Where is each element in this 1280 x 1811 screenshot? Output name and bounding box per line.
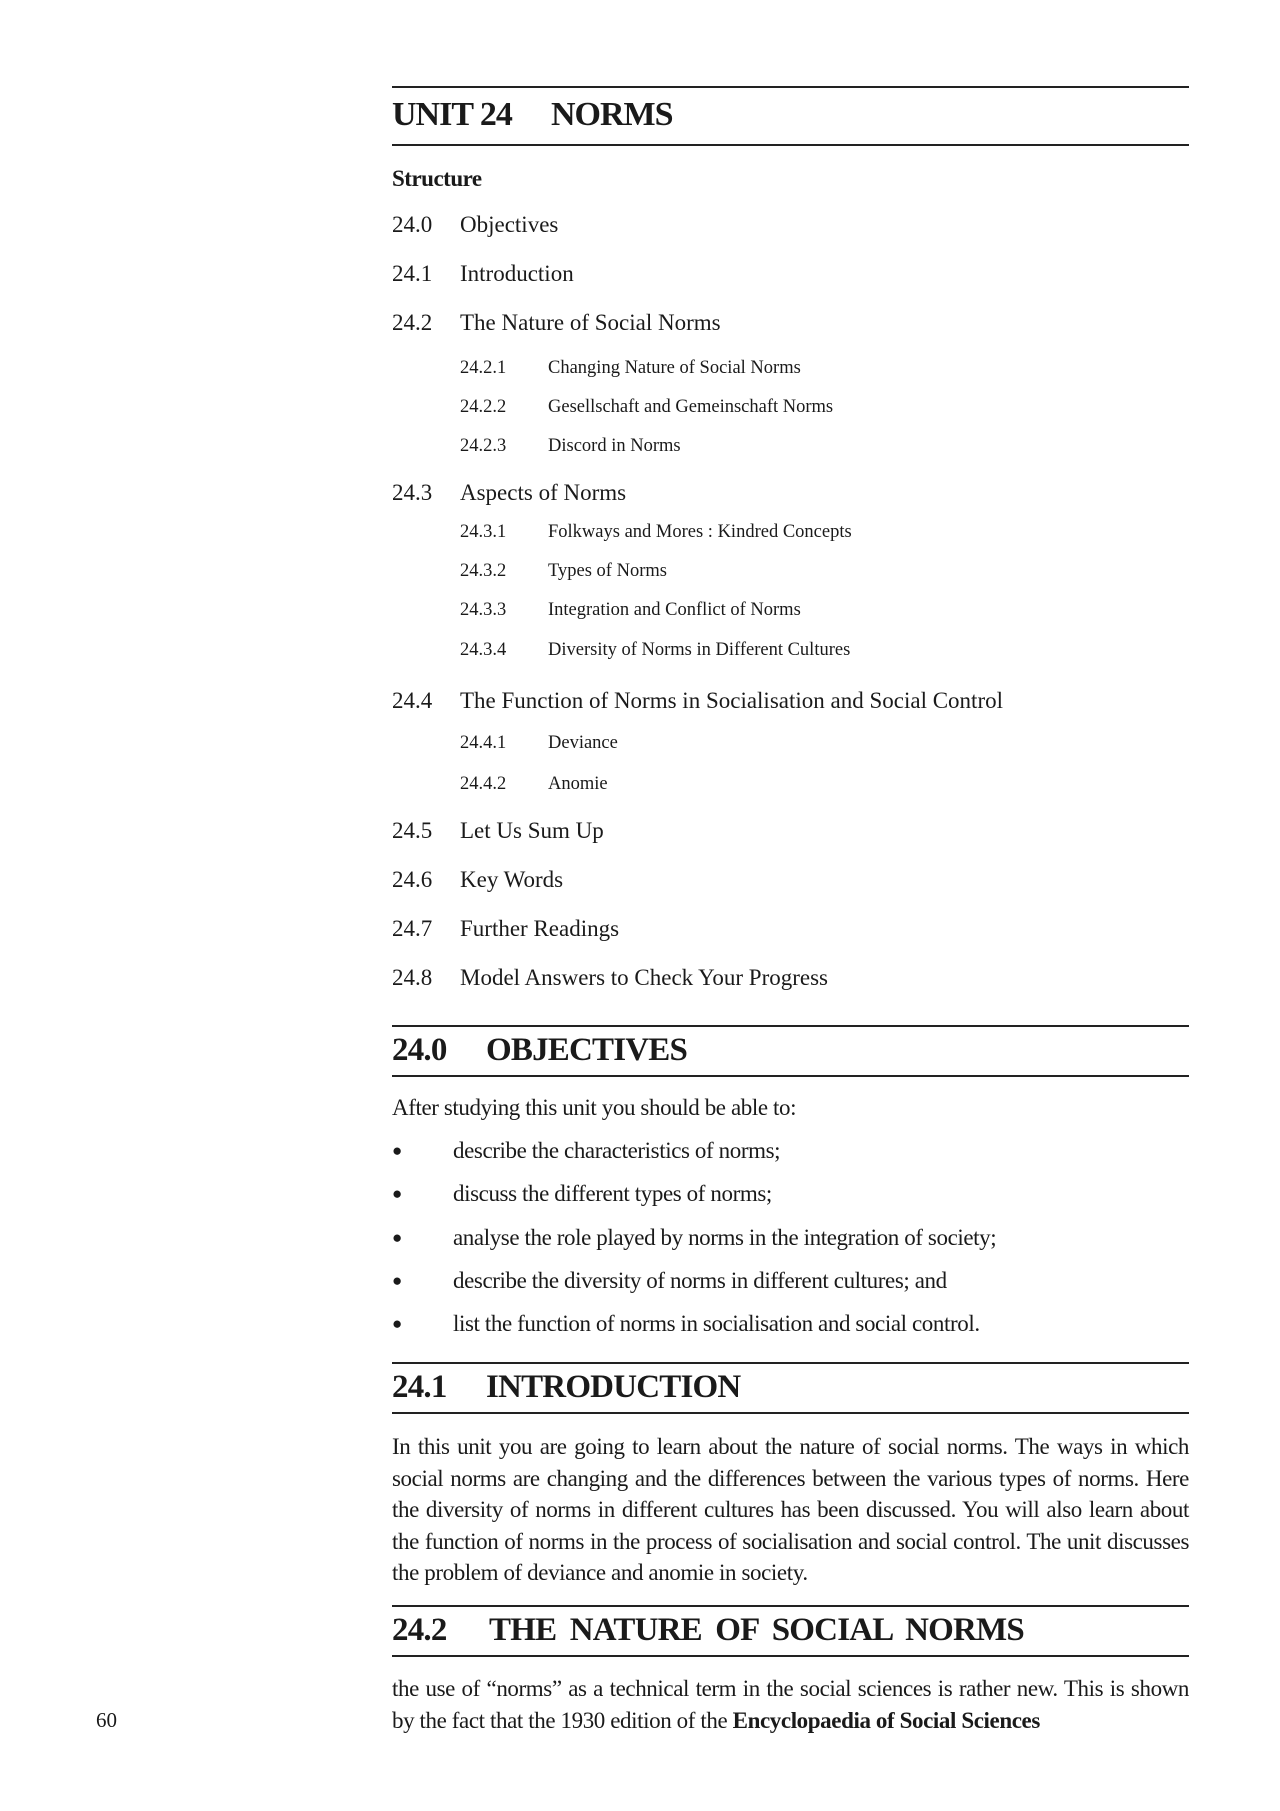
nature-heading [392,1612,1024,1649]
toc-number: 24.2.1 [460,358,507,378]
introduction-heading [392,1369,740,1406]
toc-number: 24.7 [392,916,433,941]
section-number: 24.1 [392,1369,447,1405]
toc-label: Types of Norms [548,561,667,581]
objectives-top-rule [392,1025,1189,1027]
bullet-icon: ● [392,1184,402,1203]
bullet-icon: ● [392,1271,402,1290]
toc-item [392,965,1189,991]
section-number: 24.2 [392,1612,447,1648]
toc-number: 24.2.2 [460,397,507,417]
toc-label: Introduction [460,261,574,286]
book-title: Encyclopaedia of Social Sciences [732,1707,1040,1733]
toc-label: Further Readings [460,916,620,941]
toc-item [392,212,1189,238]
unit-title-underline [392,144,1189,146]
toc-number: 24.2 [392,310,433,335]
toc-number: 24.0 [392,212,433,237]
introduction-paragraph: In this unit you are going to learn about the nature of social norms. The ways in which social norms are changing and the differences between the various types of norms. Here the diversity of norms in different cultures has been discussed. You will also learn about the function of norms in the process of socialisation and social control. The unit discusses the problem of deviance and anomie in society. [392,1434,1189,1585]
toc-subitem [460,600,1257,621]
toc-item [392,688,1189,714]
toc-label: Let Us Sum Up [460,818,604,843]
toc-label: Integration and Conflict of Norms [548,600,801,620]
unit-name: NORMS [551,96,673,133]
unit-number: UNIT 24 [392,96,512,133]
list-item [392,1181,1189,1207]
section-title: OBJECTIVES [486,1032,688,1068]
toc-label: The Nature of Social Norms [460,310,721,335]
toc-label: Folkways and Mores : Kindred Concepts [548,522,852,542]
toc-subitem [460,522,1257,543]
objectives-bottom-rule [392,1075,1189,1077]
toc-number: 24.4.2 [460,774,507,794]
toc-label: Deviance [548,733,618,753]
toc-label: Changing Nature of Social Norms [548,358,801,378]
bullet-icon: ● [392,1314,402,1333]
toc-subitem [460,358,1257,379]
toc-label: Gesellschaft and Gemeinschaft Norms [548,397,834,417]
bullet-icon: ● [392,1228,402,1247]
toc-number: 24.3 [392,480,433,505]
toc-subitem [460,561,1257,582]
toc-number: 24.5 [392,818,433,843]
page-number: 60 [96,1708,117,1732]
toc-subitem [460,640,1257,661]
list-item [392,1268,1189,1294]
section-title: THE NATURE OF SOCIAL NORMS [489,1612,1024,1648]
list-item-text: list the function of norms in socialisation and social control. [453,1311,980,1336]
nature-paragraph [392,1673,1189,1736]
toc-item [392,261,1189,287]
list-item [392,1138,1189,1164]
bullet-icon: ● [392,1141,402,1160]
list-item-text: analyse the role played by norms in the integration of society; [453,1225,997,1250]
list-item-text: discuss the different types of norms; [453,1181,772,1206]
nature-bottom-rule [392,1655,1189,1657]
paragraph-text: the use of “norms” as a technical term in the social sciences is rather new. This is shown by the fact that the 1930 edition of the [392,1676,1189,1733]
toc-number: 24.4.1 [460,733,507,753]
toc-number: 24.8 [392,965,433,990]
toc-label: Discord in Norms [548,436,681,456]
introduction-bottom-rule [392,1412,1189,1414]
toc-label: Key Words [460,867,564,892]
list-item [392,1311,1189,1337]
objectives-heading [392,1032,687,1069]
section-title: INTRODUCTION [486,1369,741,1405]
toc-item [392,480,1189,506]
toc-subitem [460,733,1257,754]
toc-number: 24.3.4 [460,640,507,660]
toc-number: 24.3.3 [460,600,507,620]
toc-number: 24.3.1 [460,522,507,542]
list-item-text: describe the characteristics of norms; [453,1138,781,1163]
toc-number: 24.6 [392,867,433,892]
toc-label: Model Answers to Check Your Progress [460,965,828,990]
structure-label: Structure [392,166,482,191]
toc-number: 24.1 [392,261,433,286]
toc-subitem [460,397,1257,418]
section-number: 24.0 [392,1032,447,1068]
toc-subitem [460,436,1257,457]
toc-number: 24.4 [392,688,433,713]
toc-item [392,310,1189,336]
nature-top-rule [392,1605,1189,1607]
toc-number: 24.3.2 [460,561,507,581]
unit-title [392,96,673,134]
toc-subitem [460,774,1257,795]
toc-item [392,916,1189,942]
toc-label: Anomie [548,774,608,794]
introduction-top-rule [392,1362,1189,1364]
toc-item [392,867,1189,893]
list-item [392,1225,1189,1251]
top-rule [392,86,1189,88]
toc-label: The Function of Norms in Socialisation and Social Control [460,688,1003,713]
objectives-intro: After studying this unit you should be able to: [392,1095,797,1120]
list-item-text: describe the diversity of norms in different cultures; and [453,1268,947,1293]
toc-label: Aspects of Norms [460,480,627,505]
toc-label: Objectives [460,212,559,237]
toc-number: 24.2.3 [460,436,507,456]
toc-label: Diversity of Norms in Different Cultures [548,640,851,660]
toc-item [392,818,1189,844]
